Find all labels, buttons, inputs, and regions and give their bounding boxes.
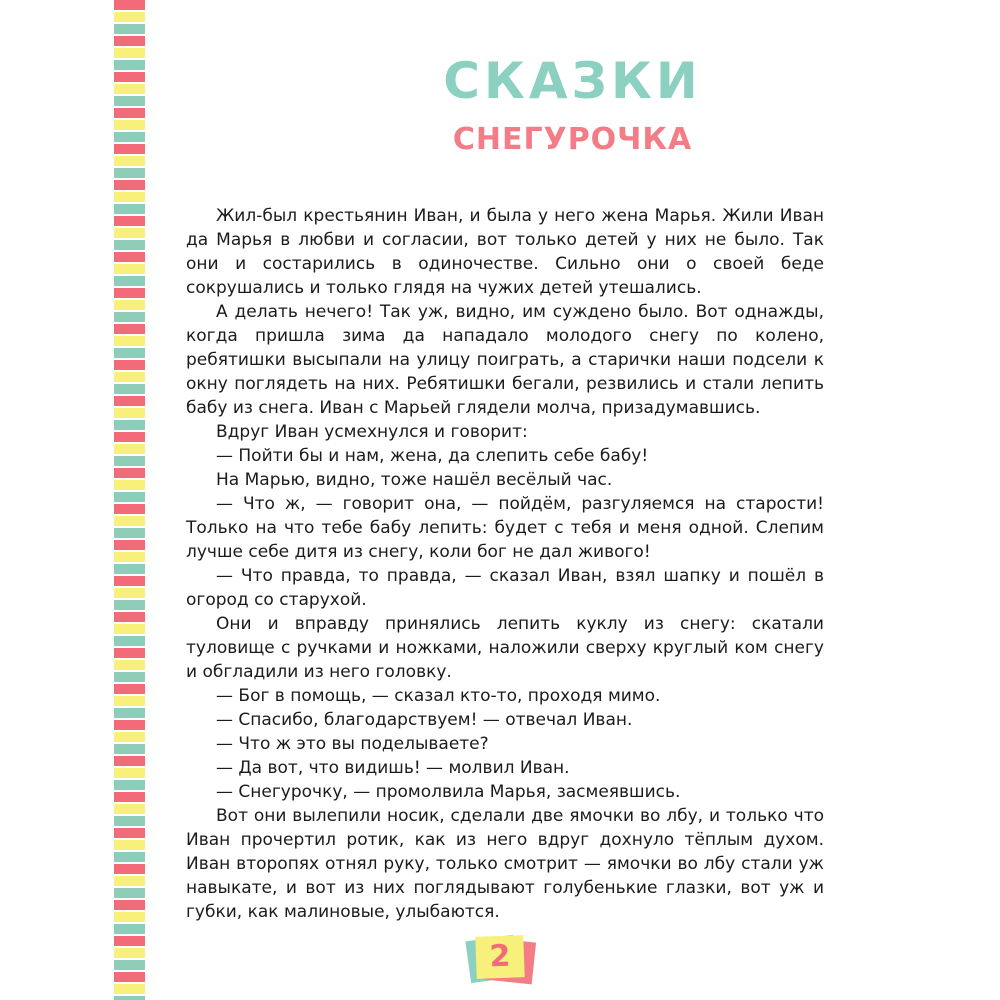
paragraph: Вот они вылепили носик, сделали две ямочки во лбу, и только что Иван прочертил ротик, как из него вдруг дохнуло тёплым духом. Иван второпях отнял руку, только смотрит — ямочки во лбу стали уж навыкате, и вот из них поглядывают голубенькие глазки, вот уж и губки, как малиновые, улыбаются. bbox=[186, 806, 824, 922]
story-text bbox=[186, 204, 824, 924]
page-number: 2 bbox=[475, 935, 524, 979]
paragraph: — Что ж, — говорит она, — пойдём, разгуляемся на старости! Только на что тебе бабу лепить: будет с тебя и меня одной. Слепим лучше себе дитя из снегу, коли бог не дал живого! bbox=[186, 494, 824, 562]
paragraph: — Что правда, то правда, — сказал Иван, взял шапку и пошёл в огород со старухой. bbox=[186, 566, 824, 610]
paragraph: — Да вот, что видишь! — молвил Иван. bbox=[216, 758, 570, 778]
paragraph: Они и вправду принялись лепить куклу из снегу: скатали туловище с ручками и ножками, наложили сверху круглый ком снегу и обгладили из него головку. bbox=[186, 614, 824, 682]
story-title: СНЕГУРОЧКА bbox=[452, 122, 693, 157]
paragraph: А делать нечего! Так уж, видно, им суждено было. Вот однажды, когда пришла зима да нападало молодого снегу по колено, ребятишки высыпали на улицу поиграть, а старички наши подсели к окну поглядеть на них. Ребятишки бегали, резвились и стали лепить бабу из снега. Иван с Марьей глядели молча, призадумавшись. bbox=[186, 302, 824, 418]
paragraph: — Что ж это вы поделываете? bbox=[216, 734, 489, 754]
page-number-badge bbox=[462, 932, 542, 992]
decorative-stripe-border bbox=[114, 0, 145, 1000]
paragraph: — Пойти бы и нам, жена, да слепить себе бабу! bbox=[216, 446, 649, 466]
paragraph: — Снегурочку, — промолвила Марья, засмеявшись. bbox=[216, 782, 681, 802]
page-title: СКАЗКИ bbox=[443, 52, 702, 110]
paragraph: На Марью, видно, тоже нашёл весёлый час. bbox=[216, 470, 613, 490]
paragraph: — Спасибо, благодарствуем! — отвечал Иван. bbox=[216, 710, 633, 730]
paragraph: — Бог в помощь, — сказал кто-то, проходя мимо. bbox=[216, 686, 661, 706]
paragraph: Жил-был крестьянин Иван, и была у него жена Марья. Жили Иван да Марья в любви и согласии, вот только детей у них не было. Так они и состарились в одиночестве. Сильно они о своей беде сокрушались и только глядя на чужих детей утешались. bbox=[186, 206, 824, 298]
paragraph: Вдруг Иван усмехнулся и говорит: bbox=[216, 422, 528, 442]
